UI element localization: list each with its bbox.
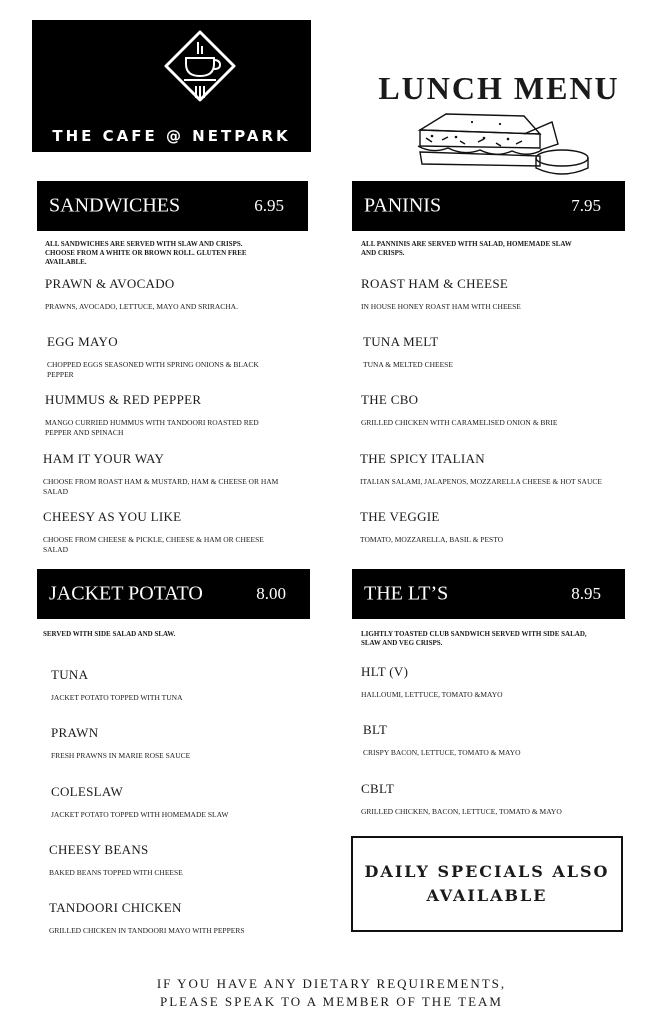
intro-line: ALL PANNINIS ARE SERVED WITH SALAD, HOMEMADE SLAW	[361, 240, 572, 248]
section-name: PANINIS	[364, 194, 442, 217]
menu-item-name: HLT (V)	[361, 664, 409, 679]
intro-line: LIGHTLY TOASTED CLUB SANDWICH SERVED WITH SIDE SALAD,	[361, 630, 587, 638]
menu-item-name: TUNA	[51, 667, 89, 682]
menu-item-name: HAM IT YOUR WAY	[43, 451, 165, 466]
menu-item-desc: CRISPY BACON, LETTUCE, TOMATO & MAYO	[363, 748, 521, 757]
menu-item-desc: JACKET POTATO TOPPED WITH HOMEMADE SLAW	[51, 810, 229, 819]
section-price: 7.95	[571, 196, 601, 215]
menu-item-name: ROAST HAM & CHEESE	[361, 276, 509, 291]
menu-item-desc: CHOPPED EGGS SEASONED WITH SPRING ONIONS & BLACK PEPPER	[47, 360, 259, 379]
section-header-paninis	[352, 181, 625, 231]
menu-title: LUNCH MENU	[378, 70, 620, 106]
section-intro-lts	[361, 630, 621, 648]
menu-item-name: BLT	[363, 722, 388, 737]
menu-item-desc: TUNA & MELTED CHEESE	[363, 360, 453, 369]
section-intro-jacket-potato	[43, 630, 293, 639]
menu-item-desc: JACKET POTATO TOPPED WITH TUNA	[51, 693, 183, 702]
menu-item-name: HUMMUS & RED PEPPER	[45, 392, 202, 407]
menu-item-desc: IN HOUSE HONEY ROAST HAM WITH CHEESE	[361, 302, 521, 311]
menu-item-desc: CHOOSE FROM CHEESE & PICKLE, CHEESE & HAM OR CHEESE SALAD	[43, 535, 264, 554]
section-header-lts	[352, 569, 625, 619]
coffee-cup-diamond-icon	[162, 28, 238, 124]
section-price: 6.95	[254, 196, 284, 215]
menu-item-desc: GRILLED CHICKEN, BACON, LETTUCE, TOMATO & MAYO	[361, 807, 562, 816]
menu-item-desc: BAKED BEANS TOPPED WITH CHEESE	[49, 868, 183, 877]
section-name: THE LT’S	[364, 582, 449, 605]
menu-item-name: CBLT	[361, 781, 395, 796]
dietary-footer	[0, 975, 663, 1011]
menu-item-desc: GRILLED CHICKEN WITH CARAMELISED ONION & BRIE	[361, 418, 558, 427]
menu-item-name: THE CBO	[361, 392, 419, 407]
section-name: JACKET POTATO	[49, 582, 203, 605]
menu-item-name: TUNA MELT	[363, 334, 439, 349]
menu-item-desc: GRILLED CHICKEN IN TANDOORI MAYO WITH PEPPERS	[49, 926, 245, 935]
section-price: 8.95	[571, 584, 601, 603]
section-header-sandwiches	[37, 181, 308, 231]
menu-item-name: PRAWN	[51, 725, 99, 740]
intro-line: AVAILABLE.	[45, 258, 87, 266]
menu-item-name: PRAWN & AVOCADO	[45, 276, 175, 291]
menu-item-desc: HALLOUMI, LETTUCE, TOMATO &MAYO	[361, 690, 503, 699]
footer-line: PLEASE SPEAK TO A MEMBER OF THE TEAM	[159, 994, 503, 1009]
menu-item-name: THE VEGGIE	[360, 509, 440, 524]
intro-line: SERVED WITH SIDE SALAD AND SLAW.	[43, 630, 176, 638]
menu-item-name: CHEESY AS YOU LIKE	[43, 509, 182, 524]
menu-item-name: CHEESY BEANS	[49, 842, 149, 857]
cafe-name: THE CAFE @ NETPARK	[52, 127, 291, 145]
section-header-jacket-potato	[37, 569, 310, 619]
menu-item-name: COLESLAW	[51, 784, 124, 799]
section-name: SANDWICHES	[49, 194, 181, 217]
menu-item-name: TANDOORI CHICKEN	[49, 900, 182, 915]
menu-item-desc: CHOOSE FROM ROAST HAM & MUSTARD, HAM & CHEESE OR HAM SALAD	[43, 477, 279, 496]
section-intro-sandwiches	[45, 240, 295, 267]
menu-item-name: THE SPICY ITALIAN	[360, 451, 485, 466]
menu-item-desc: MANGO CURRIED HUMMUS WITH TANDOORI ROASTED RED PEPPER AND SPINACH	[45, 418, 259, 437]
menu-item-desc: TOMATO, MOZZARELLA, BASIL & PESTO	[360, 535, 504, 544]
menu-item-name: EGG MAYO	[47, 334, 118, 349]
menu-item-desc: PRAWNS, AVOCADO, LETTUCE, MAYO AND SRIRACHA.	[45, 302, 238, 311]
section-intro-paninis	[361, 240, 611, 258]
footer-line: IF YOU HAVE ANY DIETARY REQUIREMENTS,	[156, 976, 507, 991]
section-price: 8.00	[256, 584, 286, 603]
daily-specials-box	[351, 836, 623, 932]
intro-line: SLAW AND VEG CRISPS.	[361, 639, 443, 647]
cafe-logo	[32, 20, 311, 152]
menu-item-desc: FRESH PRAWNS IN MARIE ROSE SAUCE	[51, 751, 191, 760]
intro-line: CHOOSE FROM A WHITE OR BROWN ROLL. GLUTEN FREE	[45, 249, 247, 257]
sandwich-illustration-icon	[412, 108, 592, 180]
intro-line: ALL SANDWICHES ARE SERVED WITH SLAW AND CRISPS.	[45, 240, 243, 248]
menu-item-desc: ITALIAN SALAMI, JALAPENOS, MOZZARELLA CHEESE & HOT SAUCE	[360, 477, 602, 486]
daily-specials-text: DAILY SPECIALS ALSO AVAILABLE	[364, 862, 610, 905]
intro-line: AND CRISPS.	[361, 249, 405, 257]
